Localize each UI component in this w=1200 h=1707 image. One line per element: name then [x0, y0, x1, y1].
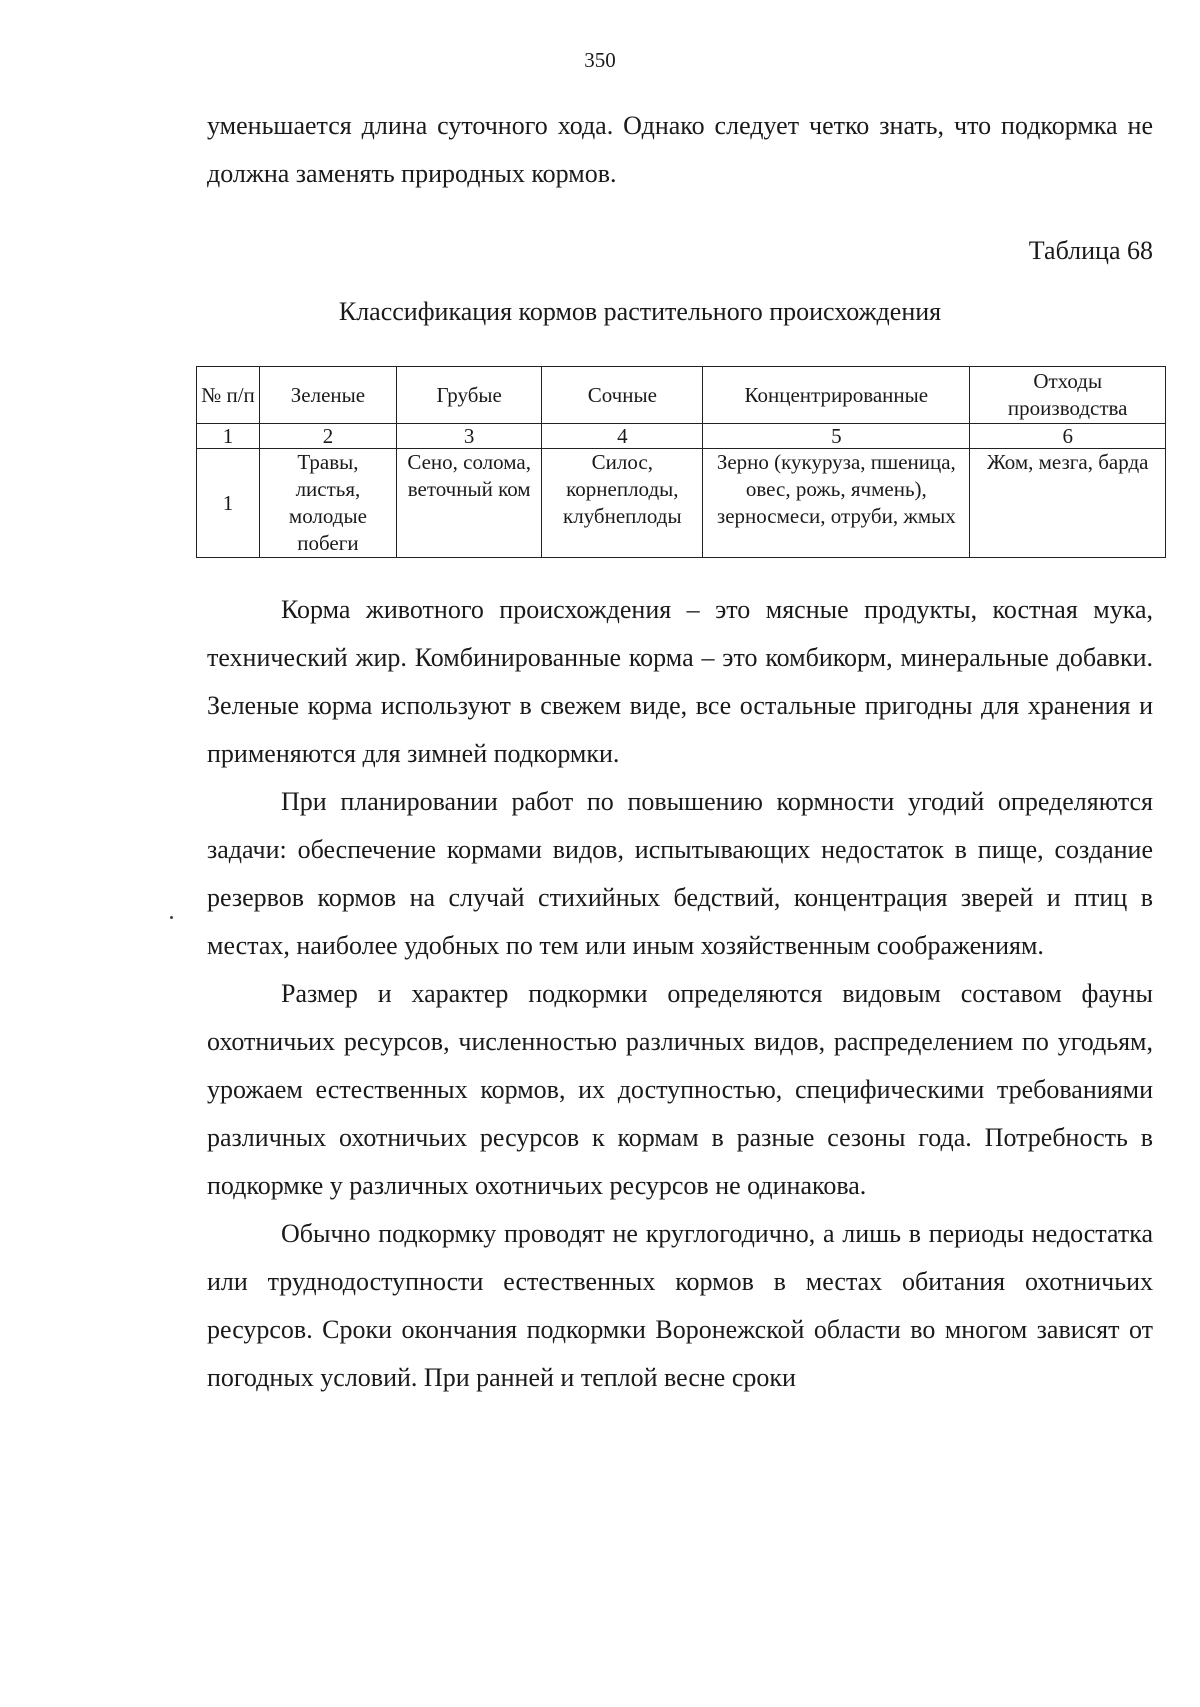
table-cell: Травы, листья, молодые побеги	[260, 449, 397, 558]
column-number-cell: 2	[260, 424, 397, 449]
column-number-row	[197, 424, 1166, 449]
body-text	[207, 586, 1153, 1402]
table-header-row	[197, 367, 1166, 424]
table-cell: Зерно (кукуруза, пшеница, овес, рожь, ячмень), зерносмеси, отруби, жмых	[703, 449, 970, 558]
table-cell: Сено, солома, веточный ком	[396, 449, 542, 558]
table-title: Классификация кормов растительного происхождения	[338, 297, 942, 326]
header-cell: № п/п	[197, 367, 260, 424]
header-cell: Грубые	[396, 367, 542, 424]
header-cell: Зеленые	[260, 367, 397, 424]
paragraph: Размер и характер подкормки определяются видовым составом фауны охотничьих ресурсов, численностью различных видов, распределением по угодьям, урожаем естественных кормов, их доступностью, специфическими требованиями различных охотничьих ресурсов к кормам в разные сезоны года. Потребность в подкормке у различных охотничьих ресурсов не одинакова.	[207, 979, 1153, 1200]
feed-classification-table	[196, 366, 1166, 558]
table-cell: Жом, мезга, барда	[970, 449, 1166, 558]
column-number-cell: 4	[542, 424, 703, 449]
table-row	[197, 449, 1166, 558]
column-number-cell: 3	[396, 424, 542, 449]
page-number: 350	[584, 48, 616, 72]
paragraph: Обычно подкормку проводят не круглогодично, а лишь в периоды недостатка или труднодоступности естественных кормов в местах обитания охотничьих ресурсов. Сроки окончания подкормки Воронежской области во многом зависят от погодных условий. При ранней и теплой весне сроки	[207, 1219, 1153, 1392]
header-cell: Отходы производства	[970, 367, 1166, 424]
paragraph: При планировании работ по повышению кормности угодий определяются задачи: обеспечение кормами видов, испытывающих недостаток в пище, создание резервов кормов на случай стихийных бедствий, концентрация зверей и птиц в местах, наиболее удобных по тем или иным хозяйственным соображениям.	[207, 787, 1153, 960]
paragraph: Корма животного происхождения – это мясные продукты, костная мука, технический жир. Комбинированные корма – это комбикорм, минеральные добавки. Зеленые корма используют в свежем виде, все остальные пригодны для хранения и применяются для зимней подкормки.	[207, 595, 1153, 768]
scan-speck	[170, 916, 173, 919]
column-number-cell: 6	[970, 424, 1166, 449]
header-cell: Концентрированные	[703, 367, 970, 424]
column-number-cell: 5	[703, 424, 970, 449]
table-cell: Силос, корнеплоды, клубнеплоды	[542, 449, 703, 558]
table-label: Таблица 68	[1028, 236, 1153, 265]
table-cell: 1	[197, 449, 260, 558]
column-number-cell: 1	[197, 424, 260, 449]
header-cell: Сочные	[542, 367, 703, 424]
intro-paragraph: уменьшается длина суточного хода. Однако следует четко знать, что подкормка не должна заменять природных кормов.	[207, 111, 1153, 188]
